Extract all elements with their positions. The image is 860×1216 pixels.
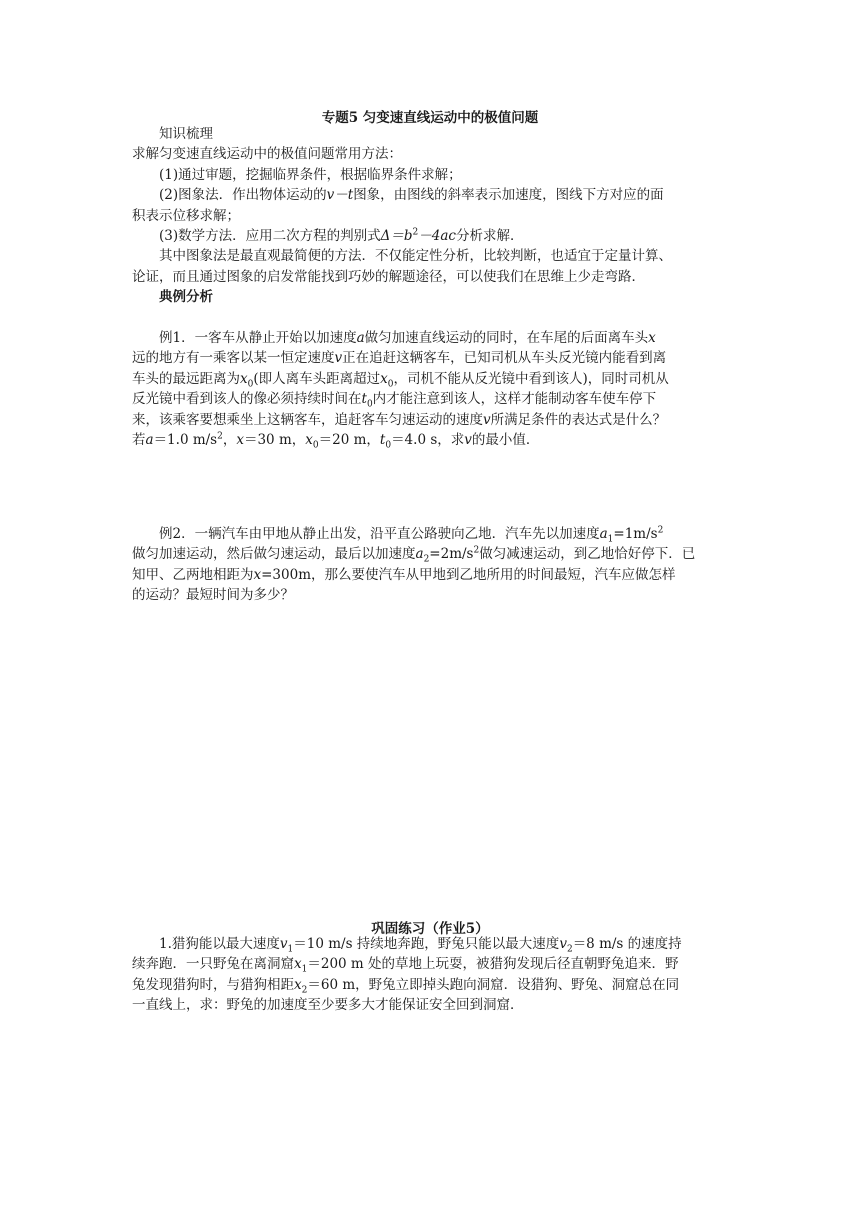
ex2-sub: 2 xyxy=(423,555,430,566)
method-3-term: －4ac xyxy=(418,227,456,244)
example-1-line-4 xyxy=(132,389,732,409)
method-3-discriminant: Δ＝b xyxy=(380,227,413,244)
method-3 xyxy=(132,226,732,246)
method-2-continued: 积表示位移求解； xyxy=(132,207,240,224)
ex1-text: ＝1.0 m/s xyxy=(153,431,218,448)
method-2-symbol: v－t xyxy=(326,187,354,204)
ex1-sym-x0: x xyxy=(305,431,313,448)
pr1-text: 续奔跑．一只野兔在离洞窟 xyxy=(132,956,294,973)
ex1-text: 远的地方有一乘客以某一恒定速度 xyxy=(132,350,335,367)
pr1-text: ＝8 m/s 的速度持 xyxy=(572,936,682,952)
ex2-sym-x: x xyxy=(253,566,262,583)
knowledge-heading: 知识梳理 xyxy=(159,126,213,142)
pr1-sym-x2: x xyxy=(294,976,302,993)
ex1-text: 所满足条件的表达式是什么？ xyxy=(490,411,667,428)
ex2-text: 做匀加速运动，然后做匀速运动，最后以加速度 xyxy=(132,546,416,563)
ex2-sym-a1: a xyxy=(599,526,608,542)
ex1-sym-t0: t xyxy=(379,431,386,448)
ex2-text: =1m/s xyxy=(613,526,658,542)
practice-1-line-1 xyxy=(132,934,732,954)
method-2-text-b: 图象，由图线的斜率表示加速度，图线下方对应的面 xyxy=(353,187,664,204)
ex1-text: ＝30 m， xyxy=(243,431,306,448)
practice-1-line-3 xyxy=(132,975,732,995)
ex1-text: (即人离车头距离超过 xyxy=(253,370,381,387)
ex2-text: 例2．一辆汽车由甲地从静止出发，沿平直公路驶向乙地．汽车先以加速度 xyxy=(159,526,600,542)
pr1-sub: 1 xyxy=(287,944,294,955)
ex1-text: 车头的最远距离为 xyxy=(132,370,240,387)
method-3-exponent: 2 xyxy=(412,227,419,238)
knowledge-intro: 求解匀变速直线运动中的极值问题常用方法： xyxy=(132,146,402,163)
pr1-text: ＝60 m，野兔立即掉头跑向洞窟．设猎狗、野兔、洞窟总在同 xyxy=(307,976,680,993)
ex1-sub: 0 xyxy=(312,440,319,451)
ex1-sym-t0: t xyxy=(361,391,367,408)
knowledge-section xyxy=(132,124,732,308)
example-1-line-3 xyxy=(132,369,732,389)
ex1-text: ，司机不能从反光镜中看到该人)，同时司机从 xyxy=(393,370,669,387)
ex1-text: 内才能注意到该人，这样才能制动客车使车停下 xyxy=(372,391,657,408)
practice-1-line-2 xyxy=(132,954,732,974)
example-2-line-3 xyxy=(132,565,732,585)
ex1-text: 若 xyxy=(132,431,146,448)
ex2-text: 做匀减速运动，到乙地恰好停下．已 xyxy=(479,546,696,563)
ex2-text: 知甲、乙两地相距为 xyxy=(132,566,254,583)
ex1-sym-x0: x xyxy=(380,370,388,387)
example-2-line-1 xyxy=(132,524,732,544)
ex1-text: 反光镜中看到该人的像必须持续时间在 xyxy=(132,391,362,408)
page-title: 专题5 匀变速直线运动中的极值问题 xyxy=(321,110,539,126)
ex1-sym-v: v xyxy=(483,411,491,428)
ex1-sup: 2 xyxy=(217,431,223,442)
ex1-sub: 0 xyxy=(247,379,254,390)
ex1-text: ＝4.0 s，求 xyxy=(391,431,465,448)
example-1-line-6 xyxy=(132,430,732,450)
method-2 xyxy=(132,185,732,205)
example-1-line-2 xyxy=(132,348,732,368)
ex2-sup: 2 xyxy=(657,525,664,536)
pr1-sub: 2 xyxy=(566,944,573,955)
pr1-sym-v1: v xyxy=(279,936,288,952)
ex1-text: ＝20 m， xyxy=(318,431,380,448)
ex1-text: ， xyxy=(222,431,237,448)
ex2-sym-a2: a xyxy=(415,546,424,563)
example-2-line-2 xyxy=(132,544,732,564)
ex1-sub: 0 xyxy=(387,379,394,390)
ex1-sym-v: v xyxy=(464,431,472,448)
pr1-text: ＝200 m 处的草地上玩耍，被猎狗发现后径直朝野兔追来．野 xyxy=(307,956,679,973)
ex1-text: 来，该乘客要想乘坐上这辆客车，追赶客车匀速运动的速度 xyxy=(132,411,483,428)
pr1-text: 兔发现猎狗时，与猎狗相距 xyxy=(132,976,294,993)
pr1-sub: 1 xyxy=(301,965,308,976)
pr1-text: ＝10 m/s 持续地奔跑，野兔只能以最大速度 xyxy=(293,936,560,952)
practice-1 xyxy=(132,934,732,1016)
summary-line-1: 其中图象法是最直观最简便的方法．不仅能定性分析，比较判断，也适宜于定量计算、 xyxy=(159,248,672,265)
method-2-text-a: (2)图象法．作出物体运动的 xyxy=(159,187,327,204)
ex1-sym-x0: x xyxy=(240,370,248,387)
ex1-sym-x: x xyxy=(236,431,244,448)
ex1-sub: 0 xyxy=(366,399,373,410)
example-2 xyxy=(132,524,732,606)
ex1-sub: 0 xyxy=(385,440,392,451)
ex1-sym-a: a xyxy=(356,330,365,346)
ex2-text: =300m，那么要使汽车从甲地到乙地所用的时间最短，汽车应做怎样 xyxy=(261,566,676,583)
ex1-text: 正在追赶这辆客车，已知司机从车头反光镜内能看到离 xyxy=(342,350,667,367)
examples-heading: 典例分析 xyxy=(159,289,213,306)
ex1-sym-a: a xyxy=(145,431,154,448)
ex1-sym-x: x xyxy=(648,330,656,346)
method-3-text-b: 分析求解． xyxy=(455,227,524,244)
ex1-text: 做匀加速直线运动的同时，在车尾的后面离车头 xyxy=(364,330,649,346)
ex2-sup: 2 xyxy=(473,545,480,556)
method-1: (1)通过审题，挖掘临界条件，根据临界条件求解； xyxy=(159,166,462,183)
example-1-line-1 xyxy=(132,328,732,348)
method-3-text-a: (3)数学方法．应用二次方程的判别式 xyxy=(159,227,381,244)
pr1-sym-x1: x xyxy=(294,956,302,973)
practice-heading: 巩固练习（作业5） xyxy=(371,921,489,937)
example-1-line-5 xyxy=(132,410,732,430)
pr1-sym-v2: v xyxy=(559,936,567,952)
pr1-text: 1.猎狗能以最大速度 xyxy=(159,936,280,952)
ex2-text: =2m/s xyxy=(429,546,474,563)
ex1-text: 的最小值． xyxy=(471,431,540,448)
ex1-text: 例1．一客车从静止开始以加速度 xyxy=(159,330,357,346)
example-2-line-4: 的运动？最短时间为多少？ xyxy=(132,587,294,604)
ex2-sub: 1 xyxy=(607,534,614,545)
ex1-sym-v: v xyxy=(334,350,343,367)
summary-line-2: 论证，而且通过图象的启发常能找到巧妙的解题途径，可以使我们在思维上少走弯路． xyxy=(132,268,645,285)
example-1 xyxy=(132,328,732,450)
practice-1-line-4: 一直线上，求：野兔的加速度至少要多大才能保证安全回到洞窟． xyxy=(132,997,524,1014)
pr1-sub: 2 xyxy=(301,985,308,996)
